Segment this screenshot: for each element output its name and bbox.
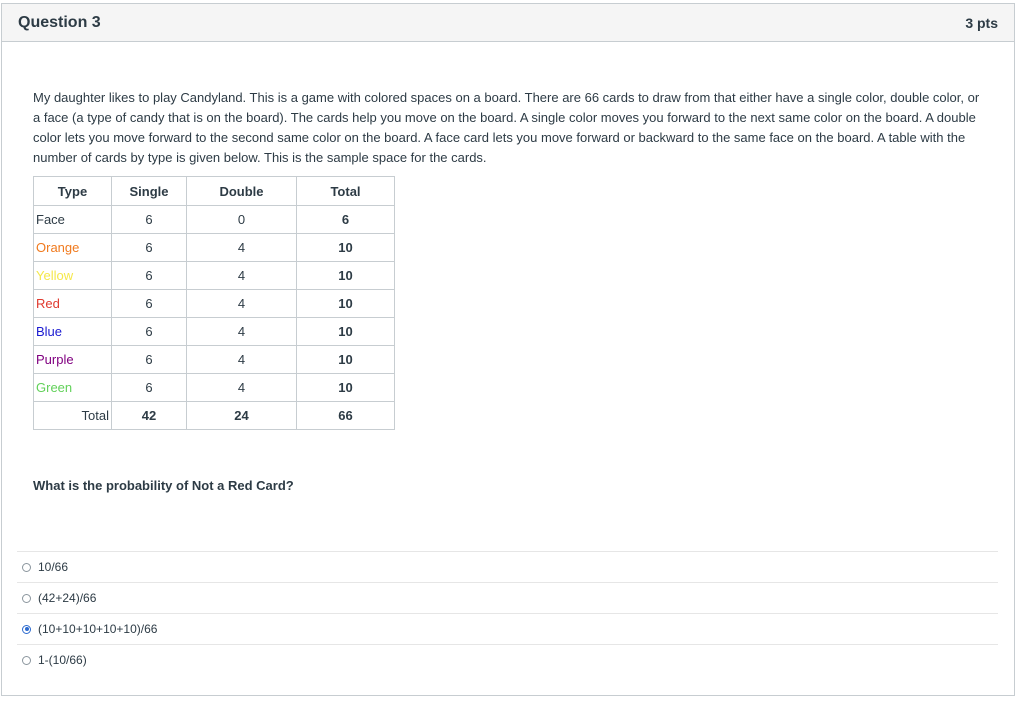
table-row — [34, 234, 395, 262]
cell-single: 6 — [112, 346, 187, 374]
header-type: Type — [34, 177, 112, 206]
total-double: 24 — [187, 402, 297, 430]
answer-option[interactable] — [17, 582, 998, 613]
table-row — [34, 206, 395, 234]
table-total-row — [34, 402, 395, 430]
total-row-label: Total — [34, 402, 112, 430]
table-row — [34, 318, 395, 346]
radio-button[interactable] — [22, 656, 31, 665]
cell-total: 10 — [297, 234, 395, 262]
question-ask: What is the probability of Not a Red Card? — [33, 478, 294, 493]
cell-type: Red — [34, 290, 112, 318]
question-prompt: My daughter likes to play Candyland. This is a game with colored spaces on a board. There are 66 cards to draw from that either have a single color, double color, or a face (a type of candy that is on the board). The cards help you move on the board. A single color moves you forward to the next same color on the board. A double color lets you move forward to the second same color on the board. A face card lets you move forward or backward to the same face on the board. A table with the number of cards by type is given below. This is the sample space for the cards. — [33, 90, 980, 165]
points-label: 3 pts — [965, 14, 998, 31]
table-row — [34, 262, 395, 290]
cell-single: 6 — [112, 290, 187, 318]
cell-double: 4 — [187, 234, 297, 262]
answer-option[interactable] — [17, 613, 998, 644]
cell-double: 4 — [187, 374, 297, 402]
cell-double: 4 — [187, 262, 297, 290]
cell-single: 6 — [112, 374, 187, 402]
answer-label[interactable]: 1-(10/66) — [38, 653, 87, 667]
cell-double: 4 — [187, 346, 297, 374]
cell-type: Face — [34, 206, 112, 234]
header-total: Total — [297, 177, 395, 206]
cell-double: 4 — [187, 290, 297, 318]
cell-total: 10 — [297, 346, 395, 374]
cell-double: 0 — [187, 206, 297, 234]
cell-type: Orange — [34, 234, 112, 262]
table-row — [34, 290, 395, 318]
total-single: 42 — [112, 402, 187, 430]
answer-list — [17, 551, 998, 675]
question-title: Question 3 — [18, 13, 101, 31]
answer-label[interactable]: (10+10+10+10+10)/66 — [38, 622, 158, 636]
cell-type: Purple — [34, 346, 112, 374]
answer-label[interactable]: 10/66 — [38, 560, 69, 574]
radio-button[interactable] — [22, 594, 31, 603]
cell-single: 6 — [112, 234, 187, 262]
header-single: Single — [112, 177, 187, 206]
radio-button[interactable] — [22, 563, 31, 572]
total-total: 66 — [297, 402, 395, 430]
cell-single: 6 — [112, 206, 187, 234]
answer-label[interactable]: (42+24)/66 — [38, 591, 97, 605]
answer-option[interactable] — [17, 551, 998, 582]
cell-total: 10 — [297, 374, 395, 402]
answer-option[interactable] — [17, 644, 998, 675]
table-header-row — [34, 177, 395, 206]
cell-type: Yellow — [34, 262, 112, 290]
cell-single: 6 — [112, 262, 187, 290]
question-header — [2, 4, 1014, 42]
cards-table — [33, 176, 395, 430]
cell-type: Blue — [34, 318, 112, 346]
cell-single: 6 — [112, 318, 187, 346]
cell-type: Green — [34, 374, 112, 402]
radio-button[interactable] — [22, 625, 31, 634]
cell-total: 6 — [297, 206, 395, 234]
cell-total: 10 — [297, 262, 395, 290]
cell-total: 10 — [297, 318, 395, 346]
table-row — [34, 346, 395, 374]
table-row — [34, 374, 395, 402]
cell-total: 10 — [297, 290, 395, 318]
cell-double: 4 — [187, 318, 297, 346]
header-double: Double — [187, 177, 297, 206]
